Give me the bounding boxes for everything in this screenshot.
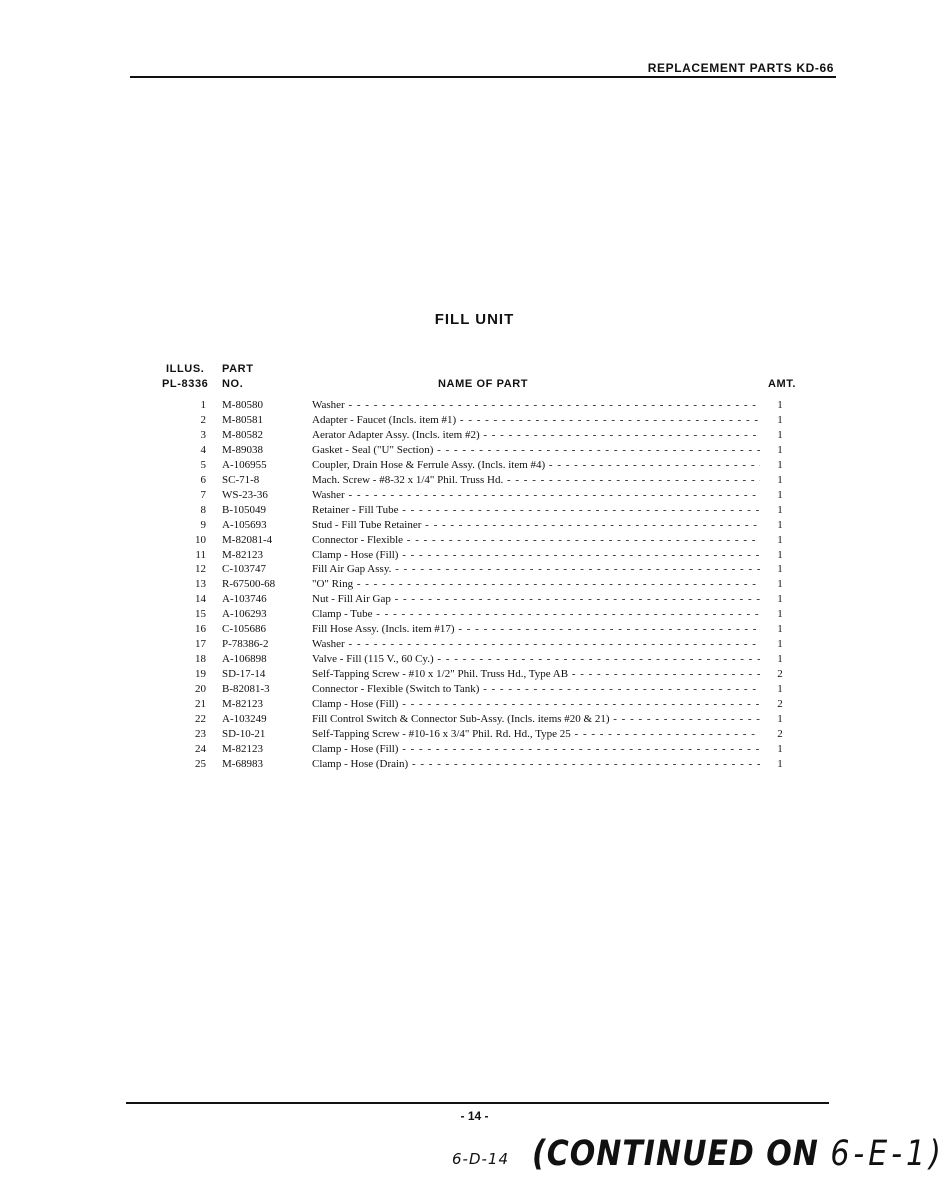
part-name: Fill Control Switch & Connector Sub-Assy. (Incls. items #20 & 21) - - - [312, 713, 760, 725]
table-row [0, 399, 949, 414]
part-name: Clamp - Hose (Fill) - - - [312, 549, 760, 561]
amount: 1 [777, 443, 783, 456]
table-row [0, 608, 949, 623]
illus-number: 23 [195, 727, 206, 740]
amount: 1 [777, 488, 783, 501]
illus-number: 2 [200, 413, 206, 426]
amount: 1 [777, 503, 783, 516]
part-name: Retainer - Fill Tube - - - [312, 504, 760, 516]
handwritten-note: 6-D-14 [452, 1150, 510, 1168]
table-row [0, 713, 949, 728]
part-number: M-89038 [222, 443, 263, 456]
part-name: Valve - Fill (115 V., 60 Cy.) - - - [312, 653, 760, 665]
illus-number: 8 [200, 503, 206, 516]
amount: 1 [777, 458, 783, 471]
table-row [0, 638, 949, 653]
part-number: SD-10-21 [222, 727, 266, 740]
footer-rule [126, 1102, 829, 1104]
amount: 2 [777, 668, 783, 681]
part-number: C-105686 [222, 623, 266, 636]
part-number: R-67500-68 [222, 578, 276, 591]
part-name: Washer - - - [312, 399, 760, 411]
amount: 1 [777, 399, 783, 411]
section-title: FILL UNIT [434, 311, 515, 328]
part-name: Clamp - Hose (Fill) - - - [312, 743, 760, 755]
amount: 1 [777, 638, 783, 651]
illus-number: 14 [195, 593, 206, 606]
table-row [0, 623, 949, 638]
amount: 1 [777, 518, 783, 531]
table-row [0, 698, 949, 713]
part-number: A-106898 [222, 653, 267, 666]
part-number: B-82081-3 [222, 683, 270, 696]
part-name: Connector - Flexible - - - [312, 534, 760, 546]
illus-number: 20 [195, 683, 206, 696]
part-number: A-103249 [222, 712, 267, 725]
continued-text: (CONTINUED ON [532, 1134, 819, 1175]
part-number: A-103746 [222, 593, 267, 606]
part-number: M-82123 [222, 698, 263, 710]
illus-number: 10 [195, 533, 206, 546]
illus-number: 19 [195, 668, 206, 681]
column-header-name: NAME OF PART [438, 378, 529, 390]
part-name: Clamp - Tube - - - [312, 608, 760, 620]
table-row [0, 459, 949, 474]
part-number: M-80581 [222, 413, 263, 426]
illus-number: 5 [200, 458, 206, 471]
illus-number: 12 [195, 563, 206, 576]
illus-number: 11 [195, 548, 206, 561]
header-rule [130, 76, 836, 78]
column-header-part-line1: PART [222, 363, 254, 375]
part-name: Aerator Adapter Assy. (Incls. item #2) - - - [312, 429, 760, 441]
illus-number: 3 [200, 428, 206, 441]
table-row [0, 683, 949, 698]
part-number: M-80582 [222, 428, 263, 441]
table-row [0, 653, 949, 668]
illus-number: 18 [195, 653, 206, 666]
part-number: SC-71-8 [222, 473, 260, 486]
amount: 1 [777, 742, 783, 755]
part-number: A-106293 [222, 608, 267, 621]
column-header-illus-line1: ILLUS. [166, 363, 205, 375]
column-header-part-line2: NO. [222, 378, 244, 390]
part-name: Washer - - - [312, 638, 760, 650]
illus-number: 9 [200, 518, 206, 531]
part-number: SD-17-14 [222, 668, 266, 681]
amount: 1 [777, 757, 783, 770]
amount: 2 [777, 698, 783, 710]
part-name: Coupler, Drain Hose & Ferrule Assy. (Incls. item #4) - - - [312, 459, 760, 471]
table-row [0, 563, 949, 578]
amount: 1 [777, 563, 783, 576]
table-row [0, 534, 949, 549]
part-number: M-82123 [222, 548, 263, 561]
illus-number: 7 [200, 488, 206, 501]
header-title: REPLACEMENT PARTS KD-66 [647, 61, 834, 75]
amount: 1 [777, 548, 783, 561]
part-number: WS-23-36 [222, 488, 268, 501]
continued-notice [532, 1134, 945, 1174]
illus-number: 4 [200, 443, 206, 456]
part-name: Washer - - - [312, 489, 760, 501]
amount: 1 [777, 623, 783, 636]
table-row [0, 549, 949, 564]
illus-number: 6 [200, 473, 206, 486]
table-row [0, 489, 949, 504]
part-name: "O" Ring - - - [312, 578, 760, 590]
part-name: Adapter - Faucet (Incls. item #1) - - - [312, 414, 760, 426]
continued-ref: 6-E-1) [830, 1134, 945, 1175]
part-number: M-68983 [222, 757, 263, 770]
table-row [0, 474, 949, 489]
part-number: A-105693 [222, 518, 267, 531]
table-row [0, 758, 949, 773]
table-row [0, 728, 949, 743]
illus-number: 25 [195, 757, 206, 770]
illus-number: 17 [195, 638, 206, 651]
illus-number: 15 [195, 608, 206, 621]
amount: 1 [777, 473, 783, 486]
part-name: Stud - Fill Tube Retainer - - - [312, 519, 760, 531]
table-row [0, 668, 949, 683]
part-name: Mach. Screw - #8-32 x 1/4" Phil. Truss Hd. - - - [312, 474, 760, 486]
part-name: Fill Air Gap Assy. - - - [312, 563, 760, 575]
illus-number: 16 [195, 623, 206, 636]
amount: 1 [777, 533, 783, 546]
part-name: Fill Hose Assy. (Incls. item #17) - - - [312, 623, 760, 635]
part-number: M-82081-4 [222, 533, 273, 546]
illus-number: 24 [195, 742, 206, 755]
part-number: M-80580 [222, 399, 263, 411]
part-number: B-105049 [222, 503, 266, 516]
table-row [0, 519, 949, 534]
amount: 2 [777, 727, 783, 740]
part-name: Self-Tapping Screw - #10 x 1/2" Phil. Truss Hd., Type AB - - - [312, 668, 760, 680]
table-row [0, 578, 949, 593]
part-name: Self-Tapping Screw - #10-16 x 3/4" Phil. Rd. Hd., Type 25 - - - [312, 728, 760, 740]
part-name: Nut - Fill Air Gap - - - [312, 593, 760, 605]
amount: 1 [777, 578, 783, 591]
part-number: C-103747 [222, 563, 266, 576]
part-name: Gasket - Seal ("U" Section) - - - [312, 444, 760, 456]
part-number: P-78386-2 [222, 638, 269, 651]
table-row [0, 444, 949, 459]
amount: 1 [777, 593, 783, 606]
illus-number: 22 [195, 712, 206, 725]
amount: 1 [777, 428, 783, 441]
part-number: A-106955 [222, 458, 267, 471]
table-row [0, 504, 949, 519]
amount: 1 [777, 608, 783, 621]
column-header-amt: AMT. [768, 378, 797, 390]
table-row [0, 743, 949, 758]
table-row [0, 414, 949, 429]
column-header-illus-line2: PL-8336 [162, 378, 209, 390]
page-number: - 14 - [460, 1109, 489, 1123]
amount: 1 [777, 683, 783, 696]
table-row [0, 593, 949, 608]
part-name: Connector - Flexible (Switch to Tank) - - - [312, 683, 760, 695]
table-row [0, 429, 949, 444]
part-name: Clamp - Hose (Fill) - - - [312, 698, 760, 710]
amount: 1 [777, 653, 783, 666]
part-number: M-82123 [222, 742, 263, 755]
illus-number: 13 [195, 578, 206, 591]
amount: 1 [777, 413, 783, 426]
amount: 1 [777, 712, 783, 725]
illus-number: 1 [200, 399, 206, 411]
part-name: Clamp - Hose (Drain) - - - [312, 758, 760, 770]
illus-number: 21 [195, 698, 206, 710]
